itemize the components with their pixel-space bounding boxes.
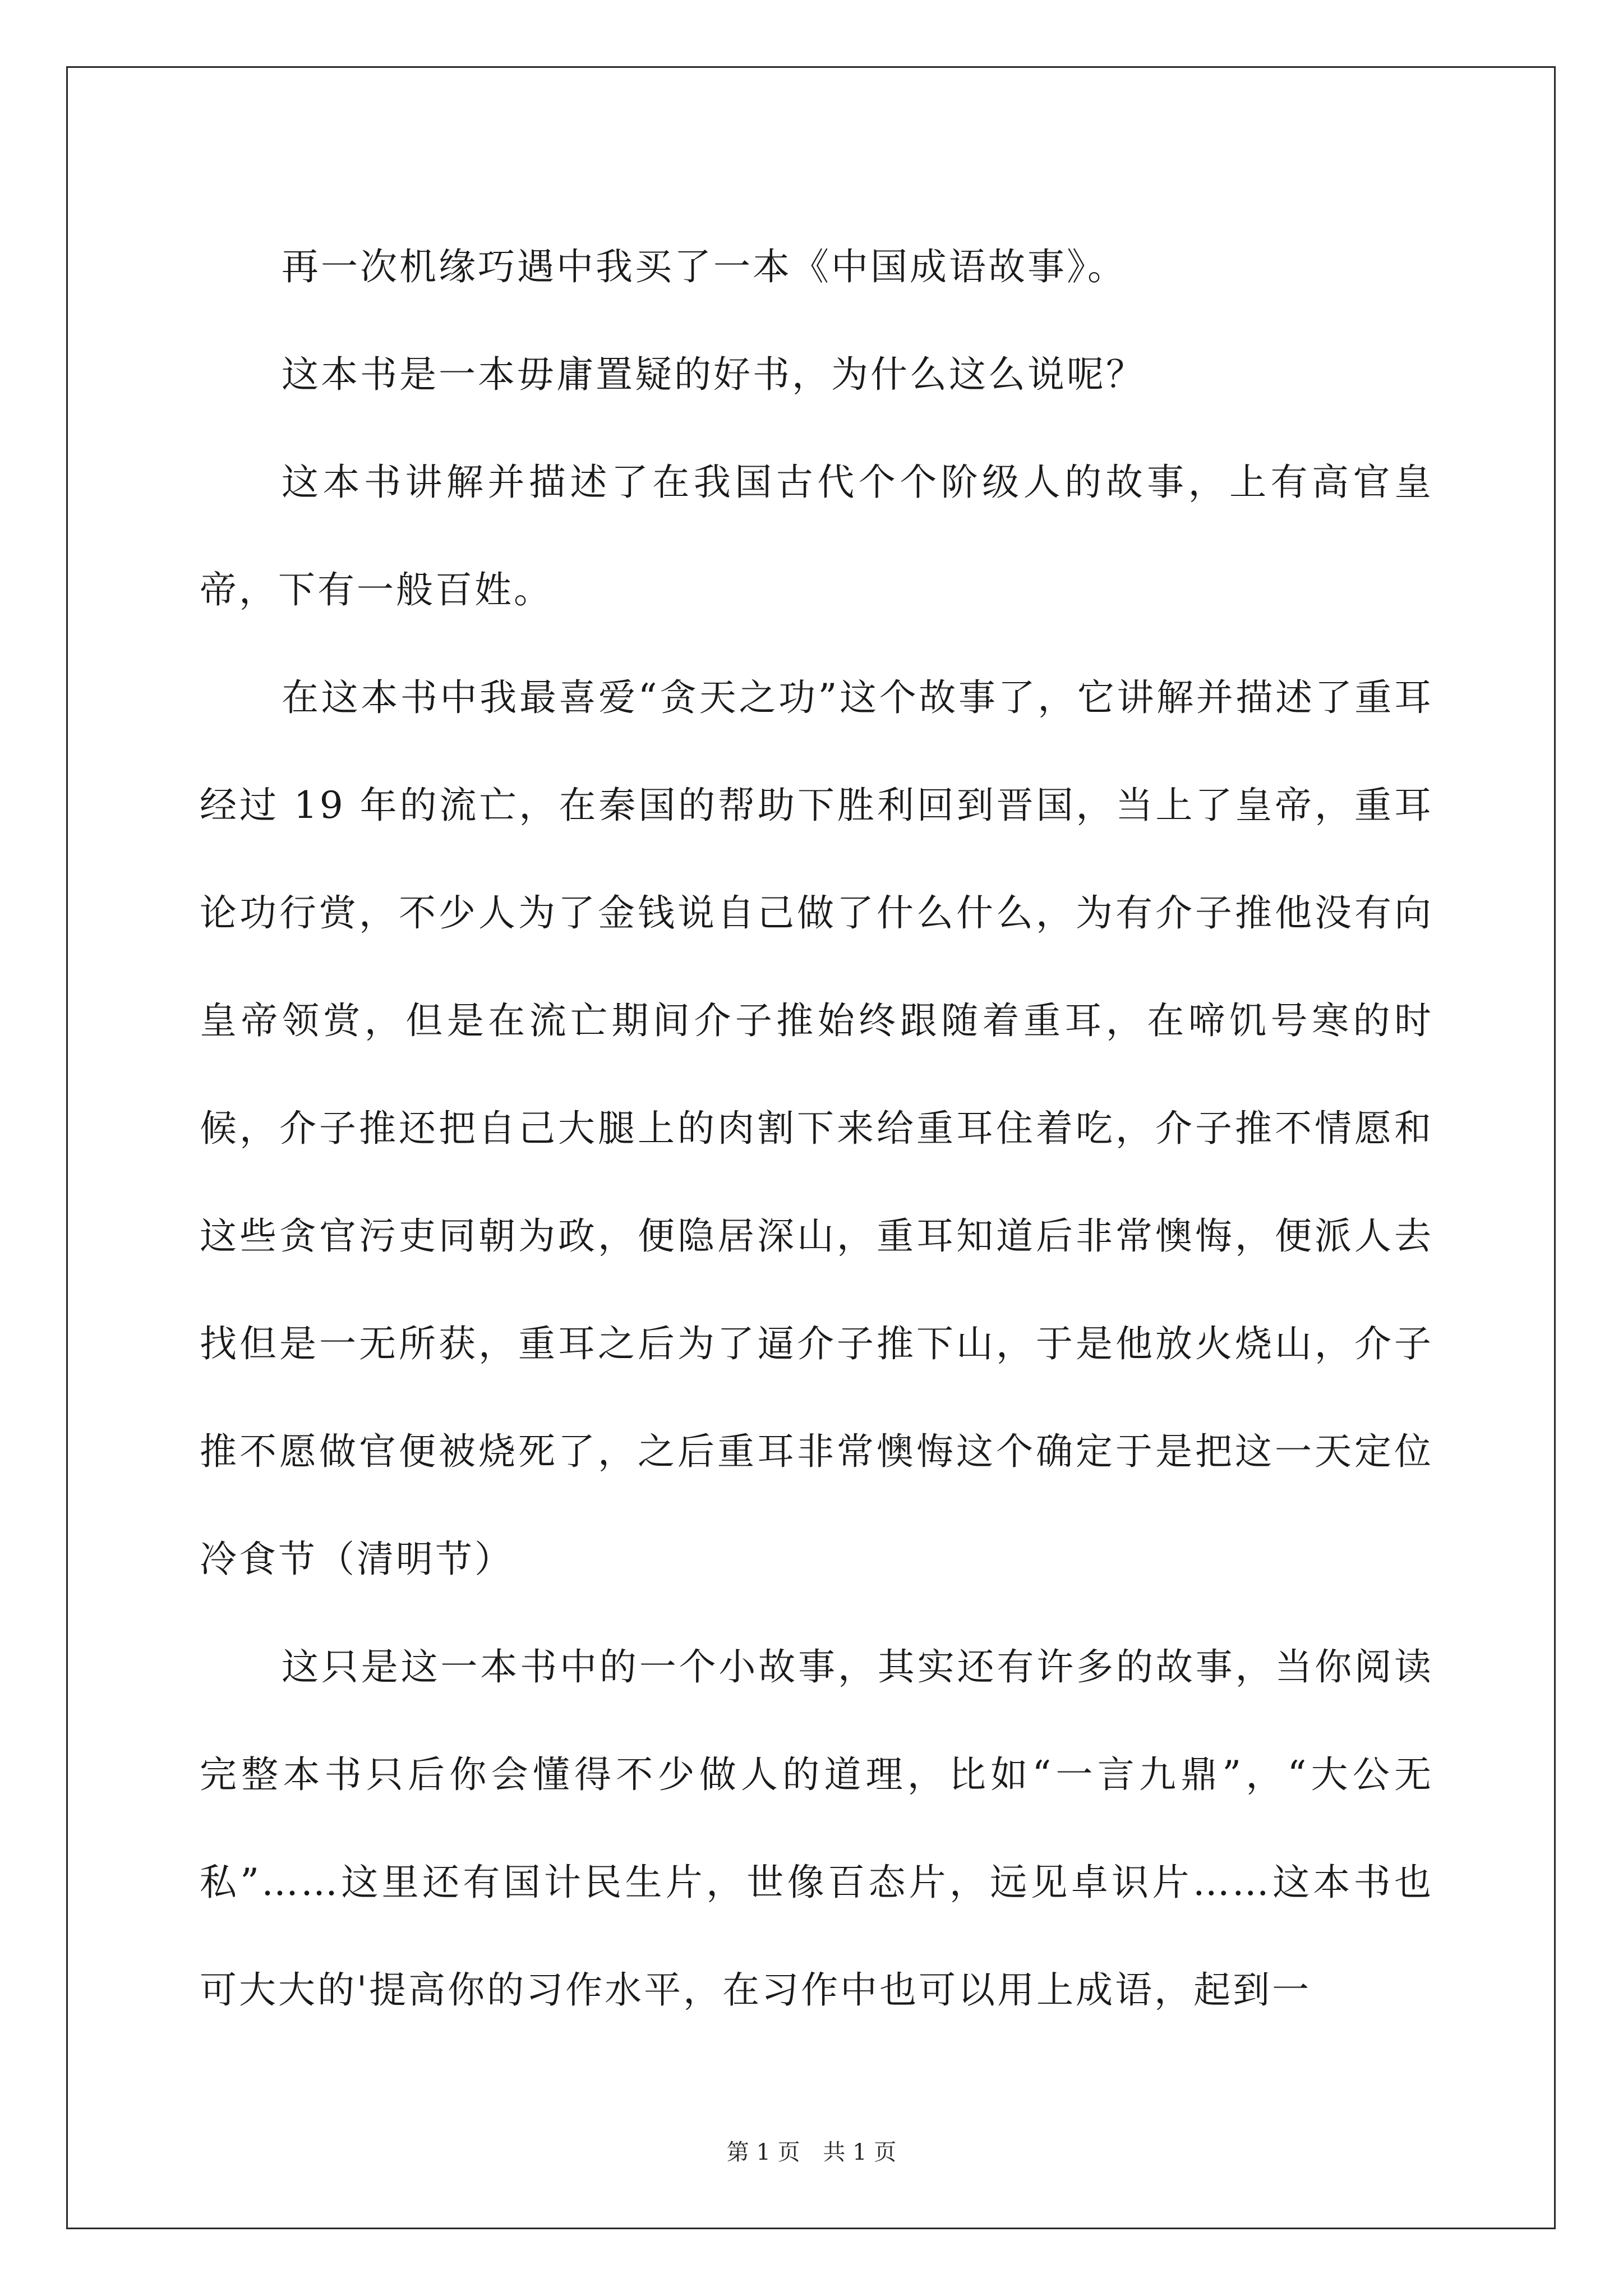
- paragraph: 这本书是一本毋庸置疑的好书，为什么这么说呢？: [282, 353, 1145, 396]
- paragraph: 这本书讲解并描述了在我国古代个个阶级人的故事，上有高官皇帝，下有一般百姓。: [200, 461, 1433, 611]
- paragraph: 再一次机缘巧遇中我买了一本《中国成语故事》。: [282, 245, 1127, 288]
- paragraph: 在这本书中我最喜爱“贪天之功”这个故事了，它讲解并描述了重耳经过 19 年的流亡，在秦国的帮助下胜利回到晋国，当上了皇帝，重耳论功行赏，不少人为了金钱说自己做了什么什么，为有介子推他没有向皇帝领赏，但是在流亡期间介子推始终跟随着重耳，在啼饥号寒的时候，介子推还把自己大腿上的肉割下来给重耳住着吃，介子推不情愿和这些贪官污吏同朝为政，便隐居深山，重耳知道后非常懊悔，便派人去找但是一无所获，重耳之后为了逼介子推下山，于是他放火烧山，介子推不愿做官便被烧死了，之后重耳非常懊悔这个确定于是把这一天定位冷食节（清明节）: [200, 676, 1433, 1581]
- page-total: 共 1 页: [823, 2139, 897, 2165]
- paragraph: 这只是这一本书中的一个小故事，其实还有许多的故事，当你阅读完整本书只后你会懂得不少做人的道理，比如“一言九鼎”，“大公无私”……这里还有国计民生片，世像百态片，远见卓识片……这本书也可大大的'提高你的习作水平，在习作中也可以用上成语，起到一: [200, 1645, 1433, 2012]
- page-footer: [0, 2134, 1623, 2166]
- document-body: [200, 213, 1433, 2044]
- page-number: 第 1 页: [726, 2139, 800, 2165]
